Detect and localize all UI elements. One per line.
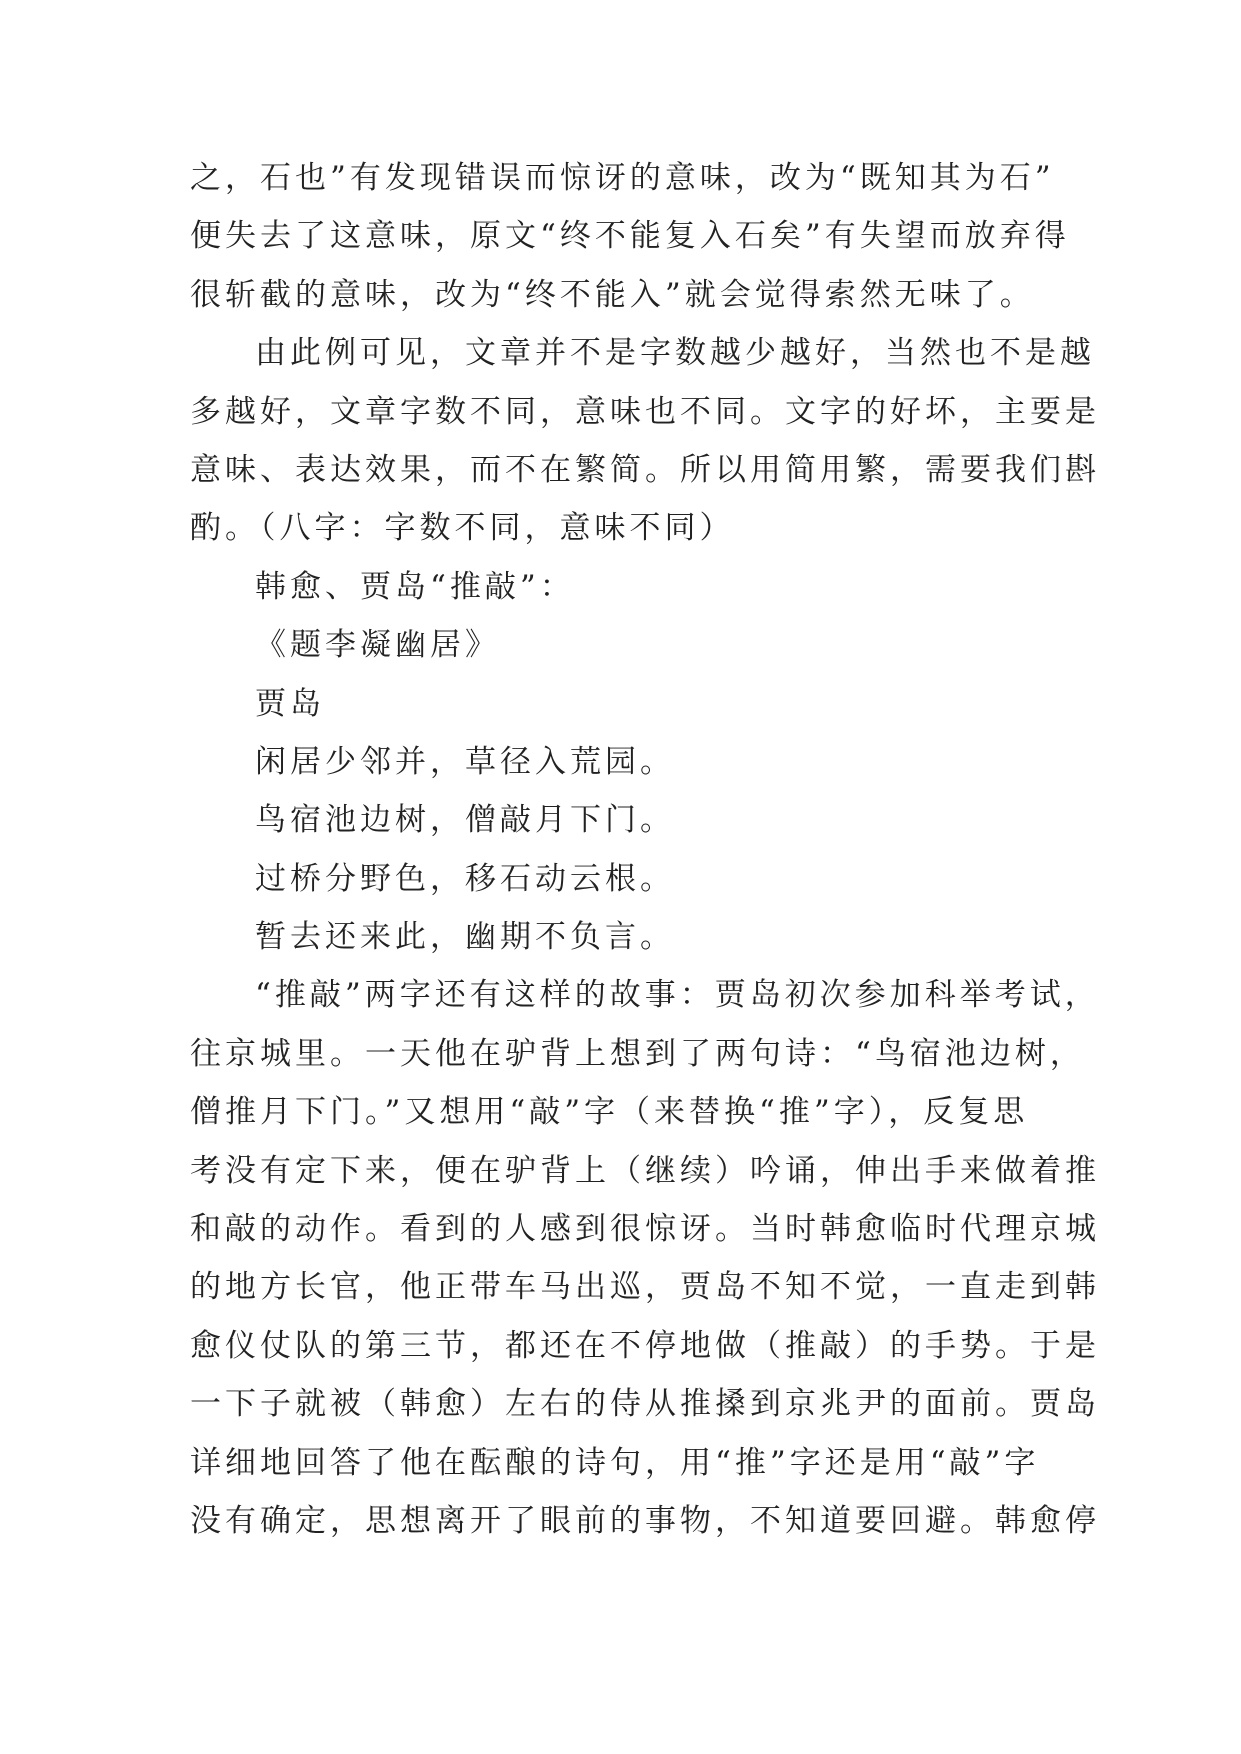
poem-line: 暂去还来此，幽期不负言。	[255, 919, 675, 956]
text-line: 多越好，文章字数不同，意味也不同。文字的好坏，主要是	[190, 393, 1100, 430]
text-line: 僧推月下门。”又想用“敲”字（来替换“推”字），反复思	[190, 1094, 1029, 1131]
text-line: 便失去了这意味，原文“终不能复入石矣”有失望而放弃得	[190, 218, 1070, 255]
text-line: 酌。（八字：字数不同，意味不同）	[190, 510, 735, 547]
text-line: 没有确定，思想离开了眼前的事物，不知道要回避。韩愈停	[190, 1502, 1100, 1539]
poem-title: 《题李凝幽居》	[255, 627, 500, 664]
text-line: 一下子就被（韩愈）左右的侍从推搡到京兆尹的面前。贾岛	[190, 1386, 1100, 1423]
text-line: 的地方长官，他正带车马出巡，贾岛不知不觉，一直走到韩	[190, 1269, 1100, 1306]
poem-line: 闲居少邻并，草径入荒园。	[255, 743, 675, 780]
poem-line: 鸟宿池边树，僧敲月下门。	[255, 802, 675, 839]
paragraph-start-line: 由此例可见，文章并不是字数越少越好，当然也不是越	[255, 335, 1095, 372]
poem-line: 过桥分野色，移石动云根。	[255, 860, 675, 897]
section-heading: 韩愈、贾岛“推敲”：	[255, 568, 575, 605]
text-line: 之，石也”有发现错误而惊讶的意味，改为“既知其为石”	[190, 160, 1055, 196]
text-line: 和敲的动作。看到的人感到很惊讶。当时韩愈临时代理京城	[190, 1211, 1100, 1248]
document-body	[190, 158, 1100, 1559]
text-line: 详细地回答了他在酝酿的诗句，用“推”字还是用“敲”字	[190, 1444, 1040, 1481]
text-line: 考没有定下来，便在驴背上（继续）吟诵，伸出手来做着推	[190, 1152, 1100, 1189]
text-line: 愈仪仗队的第三节，都还在不停地做（推敲）的手势。于是	[190, 1327, 1100, 1364]
paragraph-start-line: “推敲”两字还有这样的故事：贾岛初次参加科举考试，	[255, 977, 1100, 1014]
text-line: 往京城里。一天他在驴背上想到了两句诗：“鸟宿池边树，	[190, 1035, 1085, 1072]
poem-author: 贾岛	[255, 685, 325, 722]
text-line: 很斩截的意味，改为“终不能入”就会觉得索然无味了。	[190, 276, 1035, 313]
text-line: 意味、表达效果，而不在繁简。所以用简用繁，需要我们斟	[190, 451, 1100, 488]
